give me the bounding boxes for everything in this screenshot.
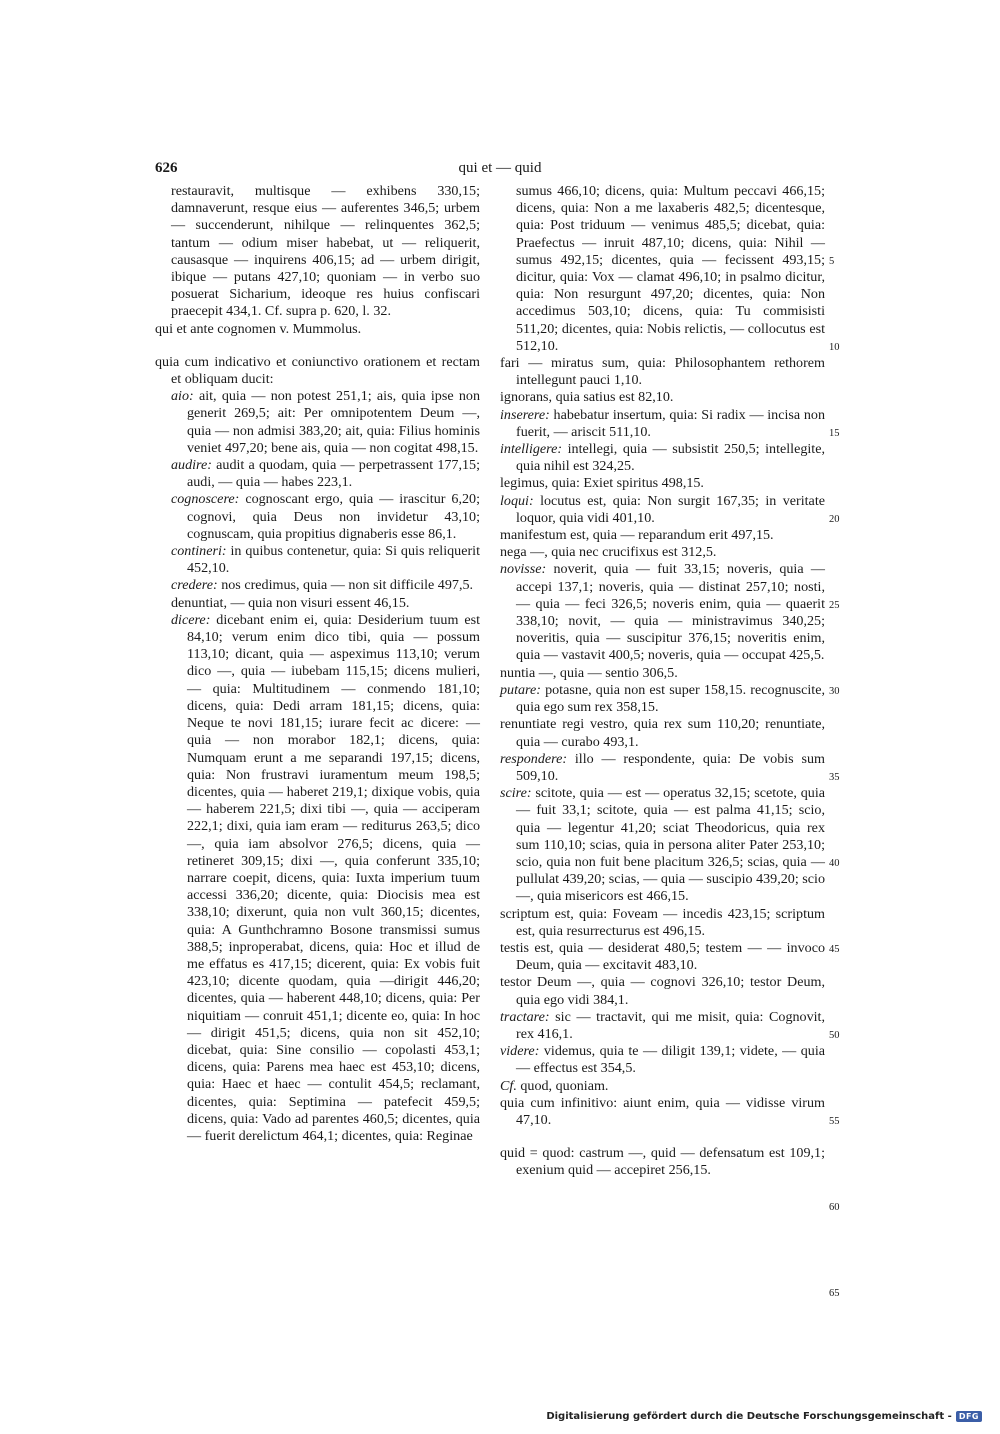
entry-gap (500, 1129, 825, 1145)
index-entry: restauravit, multisque — exhibens 330,15; damnaverunt, resque eius — auferentes 346,5; urbem — succenderunt, nihilque — relinquentes 362,5; tantum — odium miser habebat, ut — reliquerit, causasque — inquirens 406,15; ad — urbem dirigit, ibique — putans 427,10; quoniam — in verbo suo posuerat Sicharium, ideoque res huius confiscari praecepit 434,1. Cf. supra p. 620, l. 32. (171, 183, 480, 320)
line-number: 60 (829, 1201, 840, 1213)
page-number: 626 (155, 160, 178, 176)
line-number: 45 (829, 943, 840, 955)
footer (546, 1411, 982, 1422)
footer-text: Digitalisierung gefördert durch die Deutsche Forschungsgemeinschaft - (546, 1411, 952, 1422)
line-number: 25 (829, 599, 840, 611)
index-entry: legimus, quia: Exiet spiritus 498,15. (500, 475, 704, 492)
line-number: 30 (829, 685, 840, 697)
index-entry: intelligere: intellegi, quia — subsistit 250,5; intellegite, quia nihil est 324,25. (500, 441, 825, 475)
index-entry: renuntiate regi vestro, quia rex sum 110,20; renuntiate, quia — curabo 493,1. (500, 716, 825, 750)
index-entry: tractare: sic — tractavit, qui me misit, quia: Cognovit, rex 416,1. (500, 1008, 825, 1042)
entry-gap (155, 338, 480, 354)
index-entry: nega —, quia nec crucifixus est 312,5. (500, 544, 717, 561)
index-entry: quia cum indicativo et coniunctivo orationem et rectam et obliquam ducit: (155, 353, 480, 388)
index-entry: ignorans, quia satius est 82,10. (500, 389, 674, 406)
index-entry: scire: scitote, quia — est — operatus 32,15; scetote, quia — fuit 33,1; scitote, quia — est palma 41,15; scio, quia — legentur 41,20; sciat Theodoricus, quia rex sum 110,10; scias, quia in persona aliter Pater 253,10; scio, quia non fuit bene placitum 326,5; scias, quia — pullulat 439,20; scias, — quia — suscipio 439,20; scio —, quia misericors est 466,15. (500, 785, 825, 905)
index-entry: sumus 466,10; dicens, quia: Multum peccavi 466,15; dicens, quia: Non a me laxaberis 482,5; dicentesque, quia: Post triduum — venimus 485,5; dicebat, quia: Praefectus — inruit 487,10; dicens, quia: Nihil — sumus 492,15; dicentes, quia — fecissent 493,15; dicitur, quia: Vox — clamat 496,10; in psalmo dicitur, quia: Non resurgunt 497,20; dicentes, quia: Non accedimus 503,10; dicens, quia: Tu commisisti 511,20; dicentes, quia: Nobis relictis, — collocutus est 512,10. (516, 183, 825, 354)
dfg-logo: DFG (956, 1411, 982, 1422)
line-number: 50 (829, 1029, 840, 1041)
index-entry: quia cum infinitivo: aiunt enim, quia — vidisse virum 47,10. (500, 1094, 825, 1128)
running-head: qui et — quid (458, 160, 542, 176)
left-column (155, 183, 480, 1145)
line-number: 40 (829, 857, 840, 869)
line-number: 15 (829, 427, 840, 439)
index-entry: qui et ante cognomen v. Mummolus. (155, 320, 362, 337)
line-number: 65 (829, 1287, 840, 1299)
line-number: 55 (829, 1115, 840, 1127)
index-entry: videre: videmus, quia te — diligit 139,1; videte, — quia — effectus est 354,5. (500, 1043, 825, 1077)
index-entry: inserere: habebatur insertum, quia: Si radix — incisa non fuerit, — ariscit 511,10. (500, 406, 825, 440)
index-entry: putare: potasne, quia non est super 158,15. recognuscite, quia ego sum rex 358,15. (500, 681, 825, 716)
index-entry: testis est, quia — desiderat 480,5; testem — — invoco Deum, quia — excitavit 483,10. (500, 939, 825, 974)
index-entry: Cf. quod, quoniam. (500, 1077, 609, 1094)
index-entry: nuntia —, quia — sentio 306,5. (500, 664, 678, 681)
index-entry: fari — miratus sum, quia: Philosophantem rethorem intellegunt pauci 1,10. (500, 355, 825, 389)
index-entry: dicere: dicebant enim ei, quia: Desiderium tuum est 84,10; verum enim dico tibi, quia — possum 113,10; dicant, quia — aspeximus 113,10; verum dico —, quia — iubebam 115,15; dicens mulieri, — quia: Multitudinem — conmendo 181,10; dicens, quia: Dedi arram 181,15; dicens, quia: Neque te novi 181,15; iurare fecit ac dicere: — quia — non morabor 182,1; dicens, quia: Numquam erunt a me separandi 197,15; dicens, quia: Non frustravi iuramentum meum 198,5; dicentes, quia — haberet 219,1; dixique vobis, quia — haberem 221,5; dixi tibi —, quia — acciperam 222,1; dixi, quia iam eram — rediturus 263,5; dico —, quia iam absolvor 276,5; dicens, quia — retineret 309,15; dixi —, quia conferunt 335,10; narrare coepit, dicens, quia: Iuxta imperium tuum accessi 336,20; dicente, quia: Diocisis mea est 338,10; dixerunt, quia non vult 360,15; dicentes, quia: A Gunthchramno Bosone transmissi sumus 388,5; inproperabat, dicens, quia: Hoc et illud de me effatus es 417,15; dicerent, quia: Ex vobis fuit 423,10; dicente quodam, quia —dirigit 446,20; dicentes, quia — haberent 448,10; dicens, quia: Per niquitiam — conruit 451,1; dicente eo, quia: In hoc — dirigit 451,5; dicens, quia non sit 452,10; dicebat, quia: Sine consilio — copolasti 453,1; dicens, quia: Parens mea haec est 453,10; dicens, quia: Haec et haec — contulit 454,5; reclamant, dicentes, quia: Septimina — patefecit 459,5; dicens, quia: Vado ad parentes 460,5; dicentes, quia — fuerit derelictum 464,1; dicentes, quia: Reginae (171, 611, 480, 1144)
index-entry: manifestum est, quia — reparandum erit 497,15. (500, 527, 774, 544)
right-column (500, 183, 825, 1180)
index-entry: testor Deum —, quia — cognovi 326,10; testor Deum, quia ego vidi 384,1. (500, 974, 825, 1008)
index-entry: novisse: noverit, quia — fuit 33,15; noveris, quia — accepi 137,1; noveris, quia — distinat 257,10; nosti, — quia — feci 326,5; noveris enim, quia — quaerit 338,10; novit, — quia — ministravimus 340,25; noveritis, quia — suscipitur 376,15; noveritis enim, quia — vastavit 400,5; noveris, quia — occupat 425,5. (500, 561, 825, 664)
line-number: 10 (829, 341, 840, 353)
line-number: 5 (829, 255, 835, 267)
index-entry: scriptum est, quia: Foveam — incedis 423,15; scriptum est, quia resurrecturus est 496,15. (500, 905, 825, 939)
index-entry: denuntiat, — quia non visuri essent 46,15. (171, 594, 410, 611)
line-number: 20 (829, 513, 840, 525)
index-entry: contineri: in quibus contenetur, quia: Si quis reliquerit 452,10. (171, 543, 480, 577)
index-entry: respondere: illo — respondente, quia: De vobis sum 509,10. (500, 750, 825, 784)
index-entry: loqui: locutus est, quia: Non surgit 167,35; in veritate loquor, quia vidi 401,10. (500, 492, 825, 526)
index-entry: quid = quod: castrum —, quid — defensatum est 109,1; exenium quid — accepiret 256,15. (500, 1145, 825, 1179)
index-entry: aio: ait, quia — non potest 251,1; ais, quia ipse non generit 269,5; ait: Per omnipotentem Deum —, quia — non admisi 383,20; ait, quia: Filius hominis veniet 497,20; bene ais, quia — non cogitat 498,15. (171, 388, 480, 456)
index-entry: cognoscere: cognoscant ergo, quia — irascitur 6,20; cognovi, quia Deus non invidetur 43,10; cognuscam, quia propitius dignaberis esse 86,1. (171, 491, 480, 542)
line-number: 35 (829, 771, 840, 783)
index-entry: credere: nos credimus, quia — non sit difficile 497,5. (171, 577, 474, 594)
index-entry: audire: audit a quodam, quia — perpetrassent 177,15; audi, — quia — habes 223,1. (171, 457, 480, 491)
